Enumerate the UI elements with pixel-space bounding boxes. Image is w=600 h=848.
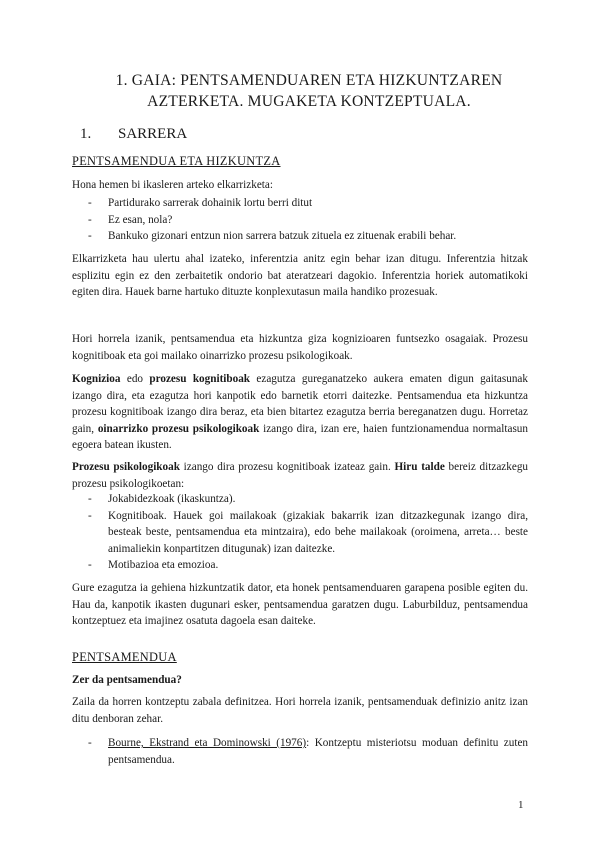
- list-item: - Bourne, Ekstrand eta Dominowski (1976): Kontzeptu misteriotsu moduan definitu zuten pentsamendua.: [88, 737, 529, 766]
- list-item: - Kognitiboak. Hauek goi mailakoak (gizakiak bakarrik izan ditzazkegunak izango dira, besteak beste, pentsamendua eta mintzaira), edo behe mailakoak (oroimena, arreta… beste animaliekin konpartitzen ditugunak) izan daitezke.: [88, 509, 528, 555]
- section-heading-sarrera: [80, 126, 187, 143]
- subheading-pentsamendua-eta-hizkuntza: PENTSAMENDUA ETA HIZKUNTZA: [72, 154, 281, 168]
- page-number: 1: [518, 799, 524, 811]
- question-heading: Zer da pentsamendua?: [72, 674, 182, 686]
- citation-reference: Bourne, Ekstrand eta Dominowski (1976): [108, 737, 307, 749]
- dash-bullet: -: [88, 559, 92, 571]
- paragraph-definizioa: Zaila da horren kontzeptu zabala definitzea. Hori horrela izanik, pentsamenduak definizio anitz izan ditu denboran zehar.: [72, 696, 528, 725]
- dash-bullet: -: [88, 493, 92, 505]
- section-label: SARRERA: [118, 126, 188, 142]
- section-number: 1.: [80, 126, 92, 142]
- list-item: - Partidurako sarrerak dohainik lortu berri ditut: [88, 195, 528, 212]
- list-item: - Motibazioa eta emozioa.: [88, 557, 528, 574]
- intro-paragraph: Hona hemen bi ikasleren arteko elkarrizketa:: [72, 179, 273, 191]
- dash-bullet: -: [88, 737, 92, 749]
- list-item: - Ez esan, nola?: [88, 212, 528, 229]
- page-title: [70, 70, 548, 112]
- list-item: - Bankuko gizonari entzun nion sarrera batzuk zituela ez zituenak erabili behar.: [88, 228, 528, 245]
- dialogue-list: [88, 195, 528, 245]
- list-item: - Jokabidezkoak (ikaskuntza).: [88, 491, 528, 508]
- dash-bullet: -: [88, 197, 92, 209]
- paragraph-prozesu-psikologikoak: Prozesu psikologikoak izango dira prozesu kognitiboak izateaz gain. Hiru talde bereiz ditzazkegu prozesu psikologikoetan:: [72, 461, 529, 490]
- dash-bullet: -: [88, 509, 92, 522]
- paragraph-giza-kognizioa: Hori horrela izanik, pentsamendua eta hizkuntza giza kognizioaren funtsezko osagaiak. Prozesu kognitiboak eta goi mailako oinarrizko prozesu psikologikoak.: [72, 333, 528, 362]
- dash-bullet: -: [88, 230, 92, 242]
- paragraph-ezagutza: Gure ezagutza ia gehiena hizkuntzatik dator, eta honek pentsamenduaren garapena posible egiten du. Hau da, kanpotik ikasten dugunari esker, pentsamendua garatzen dugu. Laburbilduz, pentsamendua kontzeptuez eta imajinez osatuta dagoela esan daiteke.: [72, 582, 528, 627]
- paragraph-inferentzia: Elkarrizketa hau ulertu ahal izateko, inferentzia anitz egin behar izan ditugu. Inferentzia hitzak esplizitu egin ez den zerbaitetik ondorio bat ateratzeari dagokio. Inferentzia horiek automatikoki egiten dira. Hauek barne hartuko dituzte konplexutasun maila handiko prozesuak.: [72, 253, 528, 298]
- title-line-2: AZTERKETA. MUGAKETA KONTZEPTUALA.: [147, 93, 471, 110]
- citations-list: [88, 735, 528, 768]
- groups-list: [88, 491, 528, 574]
- subheading-pentsamendua: PENTSAMENDUA: [72, 650, 177, 664]
- title-line-1: 1. GAIA: PENTSAMENDUAREN ETA HIZKUNTZAREN: [115, 72, 503, 89]
- paragraph-kognizioa: Kognizioa edo prozesu kognitiboak ezagutza gureganatzeko aukera ematen digun gaitasunak izango dira, eta ezagutza hori kanpotik edo barnetik etorri daitezke. Pentsamendua eta hizkuntza prozesu kognitiboak izango dira beraz, eta bien bitartez ezagutza berria bereganatzen dugu. Horretaz gain, oinarrizko prozesu psikologikoak izango dira, izan ere, haien funtzionamendua normaltasun egoera batean ikusten.: [72, 373, 528, 451]
- dash-bullet: -: [88, 213, 92, 226]
